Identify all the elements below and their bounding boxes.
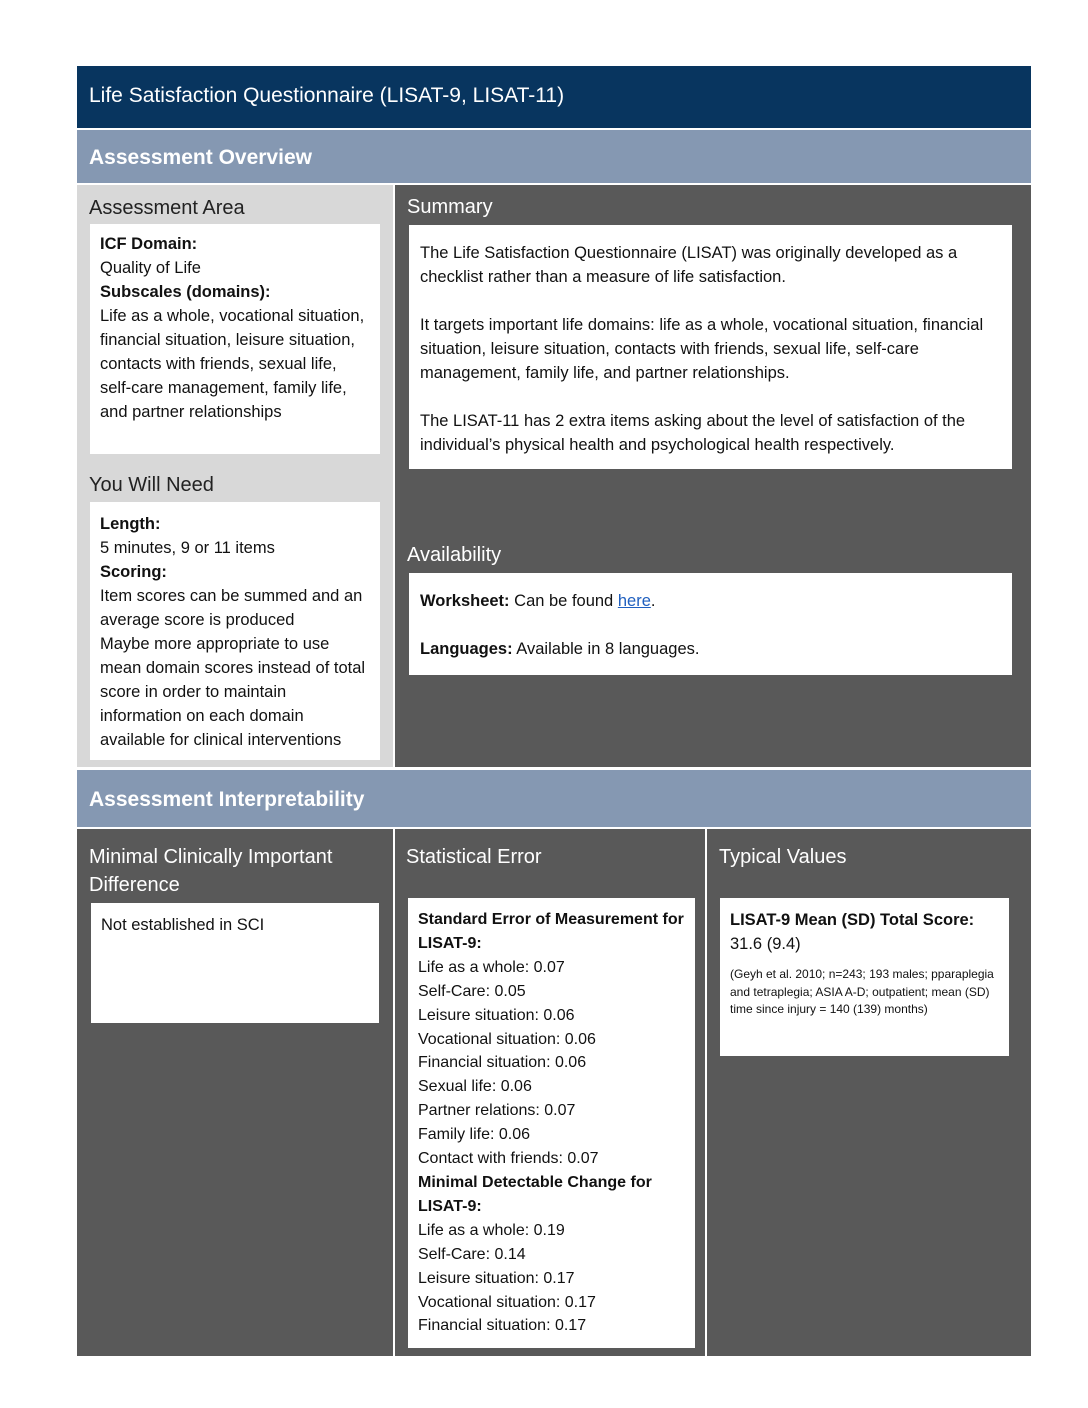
statistical-error-box	[408, 898, 695, 1348]
sem-item: Contact with friends: 0.07	[418, 1150, 599, 1168]
sem-item: Sexual life: 0.06	[418, 1078, 532, 1096]
section-header-interpretability: Assessment Interpretability	[77, 770, 1031, 827]
typical-values-value: 31.6 (9.4)	[730, 935, 801, 953]
mdc-item: Leisure situation: 0.17	[418, 1269, 575, 1287]
summary-box	[409, 225, 1012, 469]
sem-item: Life as a whole: 0.07	[418, 958, 565, 976]
mcid-box	[91, 903, 379, 1023]
mdc-label: Minimal Detectable Change for LISAT-9:	[418, 1173, 652, 1215]
availability-box	[409, 573, 1012, 675]
mcid-value: Not established in SCI	[101, 916, 265, 934]
icf-domain-label: ICF Domain:	[100, 235, 198, 253]
worksheet-label: Worksheet:	[420, 592, 510, 610]
assessment-area-box	[90, 224, 380, 454]
languages-label: Languages:	[420, 640, 513, 658]
summary-heading: Summary	[407, 196, 493, 218]
languages-line	[420, 637, 1000, 661]
length-label: Length:	[100, 515, 161, 533]
you-will-need-box	[90, 502, 380, 760]
availability-heading: Availability	[407, 544, 502, 566]
sem-item: Partner relations: 0.07	[418, 1102, 576, 1120]
mdc-item: Financial situation: 0.17	[418, 1317, 587, 1335]
assessment-area-heading: Assessment Area	[89, 197, 245, 219]
mdc-item: Vocational situation: 0.17	[418, 1293, 596, 1311]
languages-text: Available in 8 languages.	[516, 640, 700, 658]
sem-item: Vocational situation: 0.06	[418, 1030, 596, 1048]
scoring-value-1: Item scores can be summed and an average score is produced	[100, 587, 363, 629]
length-value: 5 minutes, 9 or 11 items	[100, 539, 275, 557]
sem-item: Self-Care: 0.05	[418, 982, 526, 1000]
summary-paragraph-1: The Life Satisfaction Questionnaire (LISAT) was originally developed as a checklist rather than a measure of life satisfaction.	[420, 244, 958, 286]
typical-values-box	[720, 898, 1009, 1056]
summary-paragraph-2: It targets important life domains: life as a whole, vocational situation, financial situation, leisure situation, contacts with friends, sexual life, self-care management, family life, and partner relationships.	[420, 316, 984, 382]
mdc-item: Life as a whole: 0.19	[418, 1221, 565, 1239]
worksheet-line	[420, 589, 1000, 613]
section-header-overview: Assessment Overview	[77, 130, 1031, 183]
page-title: Life Satisfaction Questionnaire (LISAT-9, LISAT-11)	[77, 66, 1031, 128]
subscales-label: Subscales (domains):	[100, 283, 271, 301]
statistical-error-heading: Statistical Error	[406, 846, 542, 868]
scoring-label: Scoring:	[100, 563, 167, 581]
typical-values-citation: (Geyh et al. 2010; n=243; 193 males; pparaplegia and tetraplegia; ASIA A-D; outpatient; mean (SD) time since injury = 140 (139) months)	[730, 967, 994, 1016]
icf-domain-value: Quality of Life	[100, 259, 201, 277]
sem-item: Financial situation: 0.06	[418, 1054, 587, 1072]
summary-paragraph-3: The LISAT-11 has 2 extra items asking about the level of satisfaction of the individual’s physical health and psychological health respectively.	[420, 412, 966, 454]
worksheet-text: Can be found	[514, 592, 614, 610]
worksheet-link[interactable]: here	[617, 592, 651, 610]
sem-item: Leisure situation: 0.06	[418, 1006, 575, 1024]
typical-values-label: LISAT-9 Mean (SD) Total Score:	[730, 911, 975, 929]
worksheet-period: .	[650, 592, 656, 610]
sem-label: Standard Error of Measurement for LISAT-9:	[418, 911, 684, 952]
typical-values-heading: Typical Values	[719, 846, 847, 868]
sem-item: Family life: 0.06	[418, 1126, 531, 1144]
mcid-heading: Minimal Clinically Important Difference	[89, 846, 333, 896]
you-will-need-heading: You Will Need	[89, 474, 214, 496]
scoring-value-2: Maybe more appropriate to use mean domain scores instead of total score in order to maintain information on each domain available for clinical interventions	[100, 635, 366, 749]
mdc-item: Self-Care: 0.14	[418, 1245, 526, 1263]
subscales-value: Life as a whole, vocational situation, financial situation, leisure situation, contacts with friends, sexual life, self-care management, family life, and partner relationships	[100, 307, 365, 421]
